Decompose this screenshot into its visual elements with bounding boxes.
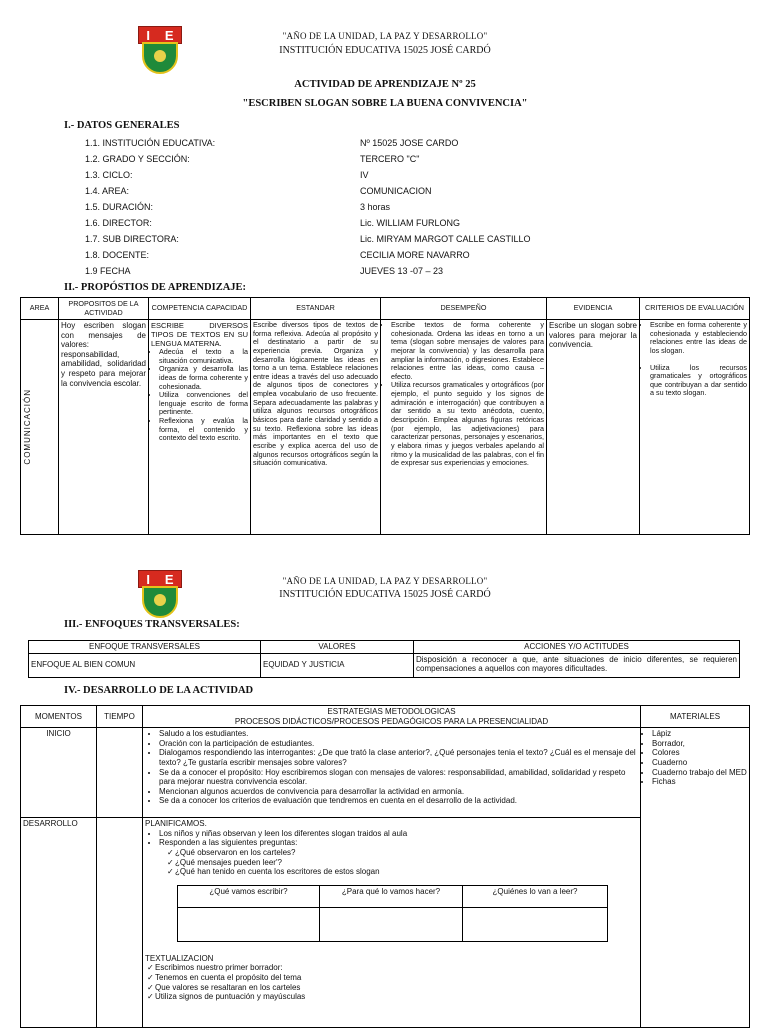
enfoques-table [28,640,740,678]
header-school: INSTITUCIÓN EDUCATIVA 15025 JOSÉ CARDÓ [279,589,491,600]
inner-cell[interactable] [320,907,463,941]
list-item: • Cuaderno trabajo del MED [652,768,747,778]
col-header: ENFOQUE TRANSVERSALES [29,641,261,654]
list-item: • Organiza y desarrolla las ideas de forma coherente y cohesionada. [159,365,248,391]
desarrollo-table [20,705,750,1028]
list-item: • Lápiz [652,729,747,739]
list-item: • Borrador, [652,739,747,749]
list-item: • Se da a conocer los criterios de evaluación que tendremos en cuenta en el desarrollo de la actividad. [159,796,638,806]
valor-cell: EQUIDAD Y JUSTICIA [261,653,414,677]
col-header: AREA [21,298,59,320]
dato-value: Lic. MIRYAM MARGOT CALLE CASTILLO [360,234,531,244]
dato-label: 1.6. DIRECTOR: [85,218,152,228]
list-item: ✓ ¿Qué mensajes pueden leer'? [175,858,638,868]
list-item: • Fichas [652,777,747,787]
list-item: • Utiliza los recursos gramaticales y ortográficos que contribuyan a dar sentido a su texto slogan. [650,364,747,399]
dato-label: 1.4. AREA: [85,186,130,196]
dato-value: TERCERO "C" [360,154,420,164]
list-item: ✓ Tenemos en cuenta el propósito del tema [155,973,638,983]
list-item: ✓ ¿Qué observaron en los carteles? [175,848,638,858]
dato-label: 1.8. DOCENTE: [85,250,150,260]
dato-value: IV [360,170,369,180]
inicio-cell: INICIO [21,728,97,818]
dato-value: Nº 15025 JOSE CARDO [360,138,459,148]
col-header [143,706,641,728]
list-item: • Mencionan algunos acuerdos de convivencia para desarrollar la actividad en armonía. [159,787,638,797]
col-header: TIEMPO [97,706,143,728]
competencia-title: ESCRIBE DIVERSOS TIPOS DE TEXTOS EN SU LENGUA MATERNA. [151,321,248,348]
list-item: • Responden a las siguientes preguntas: [159,838,638,848]
header-school: INSTITUCIÓN EDUCATIVA 15025 JOSÉ CARDÓ [279,45,491,56]
list-item: ✓ ¿Qué han tenido en cuenta los escritores de estos slogan [175,867,638,877]
list-item: • Los niños y niñas observan y leen los diferentes slogan traidos al aula [159,829,638,839]
col-header: CRITERIOS DE EVALUACIÓN [640,298,750,320]
list-item: ✓ Escribimos nuestro primer borrador: [155,963,638,973]
preguntas-list [145,848,638,877]
section-4-title: IV.- DESARROLLO DE LA ACTIVIDAD [64,685,254,696]
inner-header: ¿Quiénes lo van a leer? [463,885,608,907]
competencia-cell [149,320,251,535]
inner-header: ¿Para qué lo vamos hacer? [320,885,463,907]
inicio-list [145,729,638,806]
list-item: • Reflexiona y evalúa la forma, el contenido y contexto del texto escrito. [159,417,248,443]
dato-label: 1.9 FECHA [85,266,131,276]
dato-label: 1.2. GRADO Y SECCIÓN: [85,154,190,164]
col-header: COMPETENCIA CAPACIDAD [149,298,251,320]
inner-cell[interactable] [178,907,320,941]
estandar-cell: Escribe diversos tipos de textos de forma reflexiva. Adecúa al propósito y el destinatario a partir de su experiencia previa. Organiza y desarrolla lógicamente las ideas en torno a un tema. Establece relaciones entre ideas a través del uso adecuado de algunos tipos de conectores y emplea vocabulario de uso frecuente. Separa adecuadamente las palabras y utiliza algunos recursos ortográficos básicos para darle claridad y sentido a su texto. Reflexiona sobre las ideas más importantes en el texto que escribe y explica acerca del uso de algunos recursos ortográficos según la situación comunicativa. [251,320,381,535]
proposito-cell: Hoy escriben slogan con mensajes de valores: responsabilidad, amabilidad, solidaridad y respeto para mejorar la convivencia escolar. [59,320,149,535]
list-item: • Adecúa el texto a la situación comunicativa. [159,348,248,365]
col-header: DESEMPEÑO [381,298,547,320]
strat-title: ESTRATEGIAS METODOLOGICAS [327,707,456,716]
list-item: • Utiliza recursos gramaticales y ortográficos (por ejemplo, el punto seguido y los signos de admiración e interrogación) que contribuyen a dar sentido a su texto anécdota, cuento, descripción. Emplea algunas figuras retóricas (por ejemplo, las adjetivaciones) para caracterizar personas, personajes y escenarios, y elabora rimas y juegos verbales apelando al ritmo y la musicalidad de las palabras, con el fin de expresar sus experiencias y emociones. [391,381,544,467]
col-header: EVIDENCIA [547,298,640,320]
list-item: • Escribe textos de forma coherente y cohesionada. Ordena las ideas en torno a un tema (slogan sobre mensajes de valores para mejorar la convivencia) y las desarrolla para ampliar la información, o digresiones. Establece relaciones entre las ideas, como causa – efecto. [391,321,544,381]
textualizacion-label: TEXTUALIZACION [145,953,214,963]
desempeno-cell [381,320,547,535]
inicio-content [143,728,641,818]
list-item: ✓ Utiliza signos de puntuación y mayúsculas [155,992,638,1002]
header-motto: "AÑO DE LA UNIDAD, LA PAZ Y DESARROLLO" [282,576,488,586]
evidencia-cell: Escribe un slogan sobre valores para mejorar la convivencia. [547,320,640,535]
list-item: • Saludo a los estudiantes. [159,729,638,739]
inner-header: ¿Qué vamos escribir? [178,885,320,907]
col-header: PROPOSITOS DE LA ACTIVIDAD [59,298,149,320]
dato-value: 3 horas [360,202,391,212]
list-item: • Se da a conocer el propósito: Hoy escribiremos slogan con mensajes de valores: responsabilidad, amabilidad, solidaridad y respeto para mejorar nuestra convivencia escolar. [159,768,638,787]
dato-label: 1.7. SUB DIRECTORA: [85,234,179,244]
list-item: ✓ Que valores se resaltaran en los carteles [155,983,638,993]
area-cell [21,320,59,535]
materiales-list [643,729,747,787]
dato-label: 1.1. INSTITUCIÓN EDUCATIVA: [85,138,216,148]
planificacion-table [177,885,608,942]
school-logo [138,570,182,618]
dato-value: JUEVES 13 -07 – 23 [360,266,444,276]
col-header: MOMENTOS [21,706,97,728]
col-header: VALORES [261,641,414,654]
tiempo-cell [97,728,143,818]
desarrollo-content [143,818,641,1028]
section-3-title: III.- ENFOQUES TRANSVERSALES: [64,619,240,630]
dato-value: CECILIA MORE NAVARRO [360,250,470,260]
logo-letter: E [164,27,174,43]
competencia-list [151,348,248,443]
criterios-list [642,321,747,398]
area-label: COMUNICACIÓN [23,389,32,465]
list-item: • Dialogamos respondiendo las interrogantes: ¿De que trató la clase anterior?, ¿Qué personajes tenia el texto? ¿Cuál es el mensaje del texto? ¿Te gustaría escribir mensajes sobre valores? [159,748,638,767]
list-item: • Utiliza convenciones del lenguaje escrito de forma pertinente. [159,391,248,417]
logo-letter: I [146,571,151,587]
logo-shield-icon [142,586,178,618]
list-item: • Cuaderno [652,758,747,768]
enfoque-cell: ENFOQUE AL BIEN COMUN [29,653,261,677]
activity-number: ACTIVIDAD DE APRENDIZAJE Nº 25 [294,79,476,90]
dato-value: Lic. WILLIAM FURLONG [360,218,461,228]
header-motto: "AÑO DE LA UNIDAD, LA PAZ Y DESARROLLO" [282,31,488,41]
logo-letter: E [164,571,174,587]
acciones-cell: Disposición a reconocer a que, ante situaciones de inicio diferentes, se requieren compensaciones a aquellos con mayores dificultades. [414,653,740,677]
materiales-cell [641,728,750,1028]
desempeno-list [383,321,544,468]
col-header: ESTANDAR [251,298,381,320]
strat-subtitle: PROCESOS DIDÁCTICOS/PROCESOS PEDAGÓGICOS PARA LA PRESENCIALIDAD [234,716,549,726]
list-item: • Escribe en forma coherente y cohesionada y estableciendo relaciones entre las ideas de los slogan. [650,321,747,356]
logo-letter: I [146,27,151,43]
logo-shield-icon [142,42,178,74]
school-logo [138,26,182,74]
dato-label: 1.3. CICLO: [85,170,133,180]
propositos-table [20,297,750,535]
col-header: MATERIALES [641,706,750,728]
section-2-title: II.- PROPÓSTIOS DE APRENDIZAJE: [64,282,247,293]
desarrollo-cell: DESARROLLO [21,818,97,1028]
col-header: ACCIONES Y/O ACTITUDES [414,641,740,654]
activity-name: "ESCRIBEN SLOGAN SOBRE LA BUENA CONVIVENCIA" [242,98,528,109]
textualizacion-list [145,963,638,1001]
list-item: • Colores [652,748,747,758]
planificamos-label: PLANIFICAMOS. [145,819,207,829]
inner-cell[interactable] [463,907,608,941]
tiempo-cell [97,818,143,1028]
desarrollo-list [145,829,638,848]
section-1-title: I.- DATOS GENERALES [64,120,180,131]
dato-value: COMUNICACION [360,186,432,196]
dato-label: 1.5. DURACIÓN: [85,202,154,212]
criterios-cell [640,320,750,535]
list-item: • Oración con la participación de estudiantes. [159,739,638,749]
